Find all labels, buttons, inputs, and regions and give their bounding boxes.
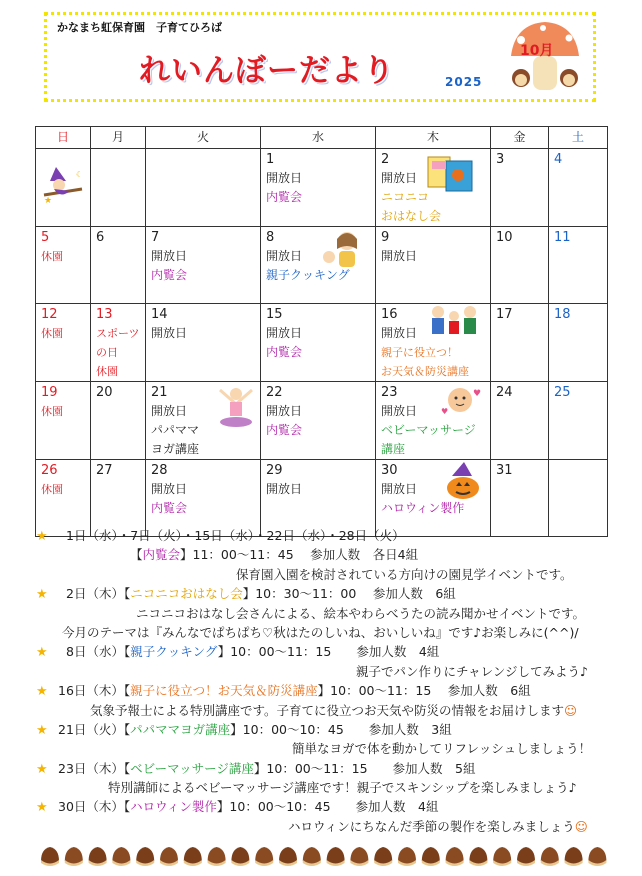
event-detail-desc: ハロウィンにちなんだ季節の製作を楽しみましょう☺ xyxy=(288,818,588,834)
calendar-cell xyxy=(549,382,608,460)
day-number: 1 xyxy=(266,152,275,167)
month-badge: 10月 xyxy=(520,43,554,59)
calendar-cell xyxy=(376,227,491,304)
event-cooking: 親子クッキング xyxy=(266,268,350,282)
event-detail-desc: 気象予報士による特別講座です。子育てに役立つお天気や防災の情報をお届けします☺ xyxy=(90,702,578,718)
star-icon: ★ xyxy=(36,529,48,544)
witch-icon xyxy=(42,163,84,205)
event-open-day: 開放日 xyxy=(381,404,418,418)
chestnut-icon xyxy=(208,847,226,866)
chestnut-icon xyxy=(41,847,59,866)
day-number: 23 xyxy=(381,385,398,400)
star-icon: ★ xyxy=(36,722,48,738)
calendar-cell xyxy=(91,460,146,537)
event-weather-seminar: 親子に役立つ！ xyxy=(381,346,458,359)
chestnut-icon xyxy=(255,847,273,866)
event-weather-seminar: お天気＆防災講座 xyxy=(381,365,469,378)
svg-text:☾: ☾ xyxy=(76,170,84,179)
calendar-cell xyxy=(549,149,608,227)
svg-text:♥: ♥ xyxy=(441,407,449,416)
star-icon: ★ xyxy=(36,684,48,700)
calendar-cell xyxy=(91,382,146,460)
day-number: 26 xyxy=(41,463,58,478)
day-number: 31 xyxy=(496,463,513,478)
event-open-day: 開放日 xyxy=(151,404,188,418)
calendar-cell xyxy=(146,304,261,382)
chestnut-icon xyxy=(446,847,464,866)
event-open-house: 内覧会 xyxy=(151,501,188,515)
chestnut-icon xyxy=(374,847,392,866)
chestnut-icon xyxy=(398,847,416,866)
svg-text:★: ★ xyxy=(44,196,53,205)
day-number: 3 xyxy=(496,152,505,167)
event-detail-desc: 特別講師によるベビーマッサージ講座です！親子でスキンシップを楽しみましょう♪ xyxy=(108,780,577,796)
chestnut-icon xyxy=(493,847,511,866)
event-detail-heading: ★ 30日（木）【ハロウィン製作】10：00～10：45 参加人数 4組 xyxy=(36,797,606,816)
chestnut-icon xyxy=(350,847,368,866)
calendar-cell xyxy=(261,304,376,382)
chestnut-icon xyxy=(160,847,178,866)
yoga-woman-icon xyxy=(216,386,256,430)
event-detail-desc: 簡単なヨガで体を動かしてリフレッシュしましょう！ xyxy=(292,741,592,757)
day-number: 22 xyxy=(266,385,283,400)
picture-book-icon xyxy=(424,153,480,195)
day-number: 28 xyxy=(151,463,168,478)
week-row xyxy=(36,304,608,382)
event-open-day: 開放日 xyxy=(266,326,303,340)
event-open-day: 開放日 xyxy=(381,171,418,185)
weekday-sat: 土 xyxy=(549,127,608,149)
event-open-day: 開放日 xyxy=(151,249,188,263)
day-number: 24 xyxy=(496,385,513,400)
closed-label: 休園 xyxy=(41,327,63,340)
weekday-mon: 月 xyxy=(91,127,146,149)
weekday-tue: 火 xyxy=(146,127,261,149)
event-open-house: 内覧会 xyxy=(151,268,188,282)
chestnut-icon xyxy=(65,847,83,866)
event-open-day: 開放日 xyxy=(381,249,418,263)
cooking-mother-icon xyxy=(319,229,369,273)
event-detail-time: 【内覧会】11：00～11：45 参加人数 各日4組 xyxy=(130,547,419,563)
star-icon: ★ xyxy=(36,587,48,603)
calendar-cell xyxy=(376,304,491,382)
calendar-cell xyxy=(146,460,261,537)
chestnut-icon xyxy=(89,847,107,866)
event-open-house: 内覧会 xyxy=(266,423,303,437)
day-number: 6 xyxy=(96,230,105,245)
day-number: 7 xyxy=(151,230,160,245)
day-number: 5 xyxy=(41,230,50,245)
holiday-label: スポーツ xyxy=(96,327,140,340)
day-number: 9 xyxy=(381,230,390,245)
event-detail-desc: 保育園入園を検討されている方向けの園見学イベントです。 xyxy=(236,566,573,582)
day-number: 19 xyxy=(41,385,58,400)
calendar-cell xyxy=(549,460,608,537)
calendar-cell xyxy=(146,227,261,304)
chestnut-icon xyxy=(184,847,202,866)
event-detail-heading: ★ 8日（水）【親子クッキング】10：00～11：15 参加人数 4組 xyxy=(36,642,606,661)
calendar-cell xyxy=(376,460,491,537)
family-hiking-icon xyxy=(426,304,482,346)
week-row xyxy=(36,460,608,537)
calendar-cell xyxy=(91,227,146,304)
smile-icon: ☺ xyxy=(564,702,578,718)
calendar-cell xyxy=(376,149,491,227)
day-number: 20 xyxy=(96,385,113,400)
event-open-day: 開放日 xyxy=(151,482,188,496)
calendar-cell xyxy=(491,227,549,304)
event-open-day: 開放日 xyxy=(381,326,418,340)
day-number: 27 xyxy=(96,463,113,478)
calendar-cell xyxy=(91,149,146,227)
chestnut-icon xyxy=(541,847,559,866)
weekday-fri: 金 xyxy=(491,127,549,149)
event-yoga: ヨガ講座 xyxy=(151,442,200,456)
weekday-thu: 木 xyxy=(376,127,491,149)
baby-icon xyxy=(440,384,482,420)
day-number: 17 xyxy=(496,307,513,322)
svg-text:♥: ♥ xyxy=(473,389,482,399)
event-halloween: ハロウィン製作 xyxy=(381,501,465,515)
day-number: 4 xyxy=(554,152,563,167)
star-icon: ★ xyxy=(36,645,48,661)
calendar-cell xyxy=(376,382,491,460)
event-storytime: おはなし会 xyxy=(381,209,442,223)
day-number: 30 xyxy=(381,463,398,478)
closed-label: 休園 xyxy=(41,483,63,496)
day-number: 14 xyxy=(151,307,168,322)
newsletter-title: れいんぼーだより xyxy=(139,53,395,89)
calendar-cell xyxy=(36,149,91,227)
calendar-cell xyxy=(36,382,91,460)
event-detail-heading: ★ 1日（水）・7日（火）・15日（水）・22日（水）・28日（火） xyxy=(36,526,606,545)
calendar-cell xyxy=(36,304,91,382)
day-number: 25 xyxy=(554,385,571,400)
closed-label: 休園 xyxy=(41,250,63,263)
closed-label: 休園 xyxy=(96,365,118,378)
chestnut-icon xyxy=(136,847,154,866)
calendar-cell xyxy=(491,460,549,537)
chestnut-icon xyxy=(517,847,535,866)
event-open-day: 開放日 xyxy=(266,482,303,496)
day-number: 11 xyxy=(554,230,571,245)
calendar-cell xyxy=(491,304,549,382)
calendar-cell xyxy=(549,304,608,382)
day-number: 29 xyxy=(266,463,283,478)
event-detail-desc: 親子でパン作りにチャレンジしてみよう♪ xyxy=(356,663,588,679)
chestnut-icon xyxy=(588,847,606,866)
calendar-cell xyxy=(491,149,549,227)
calendar-cell xyxy=(91,304,146,382)
calendar-cell xyxy=(261,227,376,304)
star-icon: ★ xyxy=(36,800,48,816)
calendar-cell xyxy=(146,382,261,460)
calendar-cell xyxy=(549,227,608,304)
event-detail-heading: ★ 21日（火）【パパママヨガ講座】10：00～10：45 参加人数 3組 xyxy=(36,720,606,739)
day-number: 12 xyxy=(41,307,58,322)
event-detail-heading: ★ 23日（木）【ベビーマッサージ講座】10：00～11：15 参加人数 5組 xyxy=(36,759,606,778)
day-number: 15 xyxy=(266,307,283,322)
calendar-cell xyxy=(146,149,261,227)
calendar-cell xyxy=(261,460,376,537)
week-row xyxy=(36,149,608,227)
calendar-cell xyxy=(261,382,376,460)
calendar-cell xyxy=(36,227,91,304)
event-detail-heading: ★ 2日（木）【ニコニコおはなし会】10：30～11：00 参加人数 6組 xyxy=(36,584,606,603)
day-number: 2 xyxy=(381,152,390,167)
chestnut-icon xyxy=(327,847,345,866)
chestnut-icon xyxy=(112,847,130,866)
event-open-house: 内覧会 xyxy=(266,345,303,359)
event-open-day: 開放日 xyxy=(151,326,188,340)
chestnut-border xyxy=(40,845,610,869)
calendar-cell xyxy=(36,460,91,537)
event-open-day: 開放日 xyxy=(381,482,418,496)
day-number: 21 xyxy=(151,385,168,400)
organization-name: かなまち虹保育園 子育てひろば xyxy=(57,21,222,34)
event-detail-desc: ニコニコおはなし会さんによる、絵本やわらべうたの読み聞かせイベントです。 xyxy=(136,605,586,621)
week-row xyxy=(36,227,608,304)
pumpkin-icon xyxy=(442,462,484,500)
weekday-wed: 水 xyxy=(261,127,376,149)
calendar-cell xyxy=(261,149,376,227)
chestnut-icon xyxy=(303,847,321,866)
event-yoga: パパママ xyxy=(151,423,200,437)
holiday-label: の日 xyxy=(96,346,118,359)
year-label: 2025 xyxy=(445,75,483,89)
day-number: 8 xyxy=(266,230,275,245)
calendar-table xyxy=(35,126,608,537)
smile-icon: ☺ xyxy=(574,818,588,834)
chestnut-icon xyxy=(469,847,487,866)
day-number: 13 xyxy=(96,307,113,322)
event-detail-heading: ★ 16日（木）【親子に役立つ！お天気＆防災講座】10：00～11：15 参加人数 6組 xyxy=(36,681,606,700)
weekday-sun: 日 xyxy=(36,127,91,149)
event-open-day: 開放日 xyxy=(266,171,303,185)
day-number: 18 xyxy=(554,307,571,322)
event-detail-desc: 今月のテーマは『みんなでぱちぱち♡秋はたのしいね、おいしいね』です♪お楽しみに(^^)/ xyxy=(62,624,579,640)
chestnut-icon xyxy=(422,847,440,866)
calendar-cell xyxy=(491,382,549,460)
event-open-day: 開放日 xyxy=(266,249,303,263)
closed-label: 休園 xyxy=(41,405,63,418)
event-open-house: 内覧会 xyxy=(266,190,303,204)
star-icon: ★ xyxy=(36,761,48,777)
day-number: 16 xyxy=(381,307,398,322)
event-baby-massage: 講座 xyxy=(381,442,406,456)
event-storytime: ニコニコ xyxy=(381,190,430,204)
event-baby-massage: ベビーマッサージ xyxy=(381,423,476,437)
day-number: 10 xyxy=(496,230,513,245)
chestnut-icon xyxy=(279,847,297,866)
chestnut-icon xyxy=(565,847,583,866)
week-row xyxy=(36,382,608,460)
event-details xyxy=(36,526,606,836)
chestnut-icon xyxy=(231,847,249,866)
event-open-day: 開放日 xyxy=(266,404,303,418)
weekday-header-row xyxy=(36,127,608,149)
